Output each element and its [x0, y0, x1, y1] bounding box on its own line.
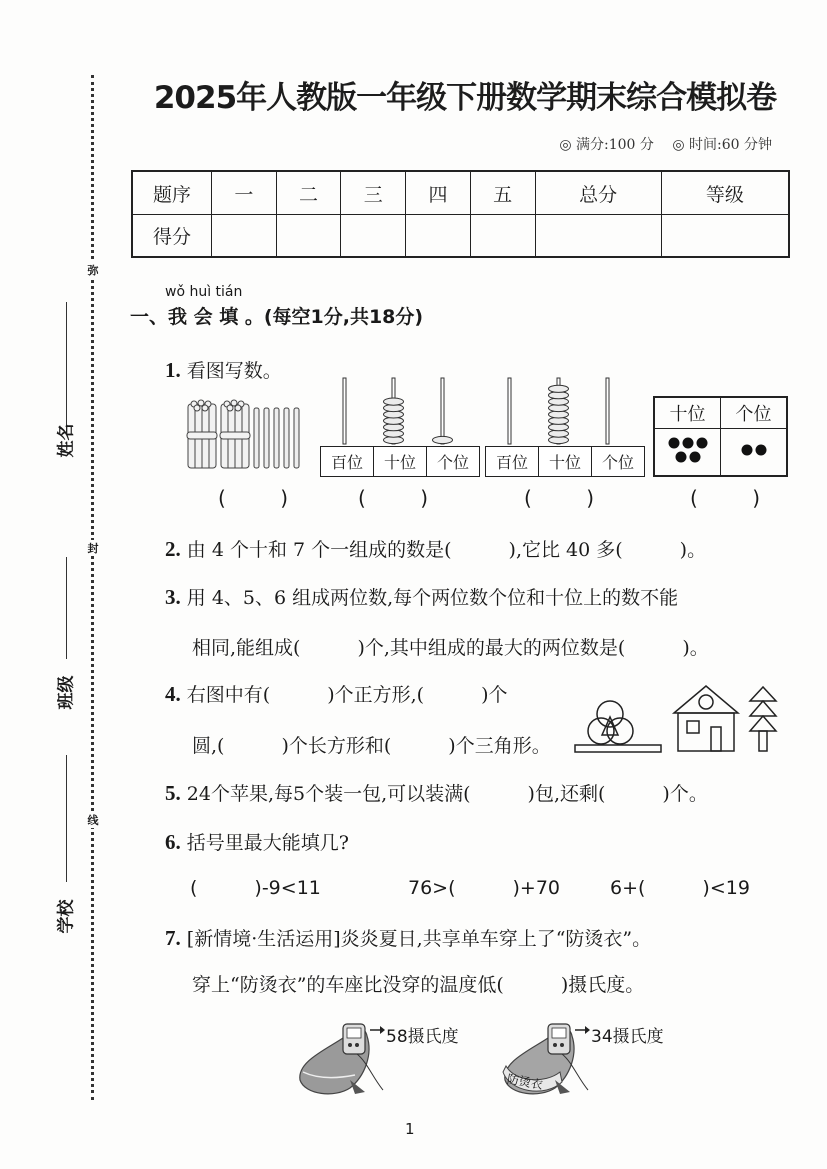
tens-dots-cell: [654, 429, 721, 477]
place-label: 十位: [374, 447, 427, 476]
place-label: 个位: [721, 397, 788, 429]
score-header-cell: 四: [406, 171, 471, 215]
question-5: [165, 779, 708, 806]
question-text[interactable]: 由 4 个十和 7 个一组成的数是( ),它比 40 多( )。: [186, 539, 707, 561]
score-header-cell: 一: [212, 171, 277, 215]
question-7: [165, 924, 651, 951]
score-row-label: 得分: [132, 215, 212, 258]
question-number: 1.: [165, 358, 181, 382]
place-label: 百位: [321, 447, 374, 476]
question-7-line2[interactable]: 穿上“防烫衣”的车座比没穿的温度低( )摄氏度。: [192, 974, 645, 996]
inequality-item[interactable]: ( )-9<11: [190, 877, 321, 899]
place-label: 百位: [486, 447, 539, 476]
rectangle-shape: [759, 731, 767, 751]
binding-dotted-line: [91, 75, 94, 1100]
square-shape: [687, 721, 699, 733]
name-field-line[interactable]: [66, 302, 67, 435]
question-number: 3.: [165, 585, 181, 609]
question-4: [165, 680, 508, 707]
dot-place-value-table: [653, 396, 788, 477]
score-input-cell[interactable]: [212, 215, 277, 258]
question-number: 4.: [165, 682, 181, 706]
class-field-line[interactable]: [66, 557, 67, 659]
section-heading: 一、我 会 填 。(每空1分,共18分): [130, 306, 424, 328]
cover-label: 防烫衣: [505, 1071, 544, 1093]
seal-char: 封: [84, 540, 102, 556]
place-label: 十位: [654, 397, 721, 429]
counting-dot: [668, 438, 679, 449]
question-2: [165, 535, 706, 562]
question-text: 括号里最大能填几?: [186, 832, 349, 854]
class-field-label: 班级: [56, 675, 77, 710]
full-score: ◎ 满分:100 分: [559, 137, 654, 153]
abacus-bead: [384, 398, 404, 405]
answer-blank-1d[interactable]: ( ): [690, 486, 760, 510]
score-header-cell: 二: [276, 171, 341, 215]
triangle-shape: [750, 687, 776, 701]
counting-dot: [682, 438, 693, 449]
question-6: [165, 828, 349, 855]
question-4-line2[interactable]: 圆,( )个长方形和( )个三角形。: [192, 735, 551, 757]
answer-blank-1b[interactable]: ( ): [358, 486, 428, 510]
abacus-1: [320, 376, 470, 446]
ones-dots-cell: [721, 429, 788, 477]
single-stick: [254, 408, 259, 468]
arrow-icon: [575, 1024, 590, 1036]
page-number: 1: [405, 1120, 415, 1138]
shapes-figure: [570, 683, 795, 753]
question-1: [165, 356, 282, 383]
rectangle-shape: [711, 727, 721, 751]
triangle-shape: [750, 716, 776, 731]
answer-blank-1c[interactable]: ( ): [524, 486, 594, 510]
question-number: 7.: [165, 926, 181, 950]
question-number: 6.: [165, 830, 181, 854]
exam-title: 2025年人教版一年级下册数学期末综合模拟卷: [153, 80, 777, 116]
abacus-bead: [549, 385, 569, 392]
question-text: 看图写数。: [186, 360, 282, 382]
score-input-cell[interactable]: [661, 215, 789, 258]
abacus-rod: [441, 378, 444, 444]
seal-char: 线: [84, 812, 102, 828]
rectangle-shape: [575, 745, 661, 752]
place-label: 个位: [436, 453, 469, 472]
temperature-label-covered: 34摄氏度: [591, 1027, 664, 1047]
question-3: [165, 583, 678, 610]
place-label: 十位: [539, 447, 592, 476]
single-stick: [294, 408, 299, 468]
abacus-rod: [508, 378, 511, 444]
name-field-label: 姓名: [56, 423, 77, 458]
question-text[interactable]: 24个苹果,每5个装一包,可以装满( )包,还剩( )个。: [186, 783, 708, 805]
score-header-cell: 三: [341, 171, 406, 215]
score-header-cell: 题序: [132, 171, 212, 215]
single-stick: [284, 408, 289, 468]
counting-dot: [755, 445, 766, 456]
score-input-cell[interactable]: [276, 215, 341, 258]
abacus-rod: [606, 378, 609, 444]
time-limit: ◎ 时间:60 分钟: [672, 137, 772, 153]
question-text[interactable]: 右图中有( )个正方形,( )个: [186, 684, 508, 706]
place-value-labels-2: [485, 446, 645, 477]
score-header-cell: 等级: [661, 171, 789, 215]
stick-bundle: [220, 400, 250, 468]
section-pinyin: wǒ huì tián: [165, 284, 243, 300]
place-label: 个位: [601, 453, 634, 472]
question-3-line2[interactable]: 相同,能组成( )个,其中组成的最大的两位数是( )。: [192, 637, 709, 659]
score-header-cell: 总分: [535, 171, 661, 215]
counting-dot: [675, 452, 686, 463]
inequality-item[interactable]: 6+( )<19: [610, 877, 750, 899]
question-number: 5.: [165, 781, 181, 805]
counting-dot: [689, 452, 700, 463]
triangle-shape: [750, 701, 776, 716]
question-number: 2.: [165, 537, 181, 561]
school-field-label: 学校: [56, 899, 77, 934]
abacus-2: [485, 376, 635, 446]
score-table-score-row: [132, 215, 789, 258]
school-field-line[interactable]: [66, 755, 67, 882]
counting-dot: [741, 445, 752, 456]
score-table-header-row: [132, 171, 789, 215]
abacus-rod: [343, 378, 346, 444]
score-header-cell: 五: [470, 171, 535, 215]
score-table: [131, 170, 790, 258]
answer-blank-1a[interactable]: ( ): [218, 486, 288, 510]
exam-meta: [545, 134, 772, 154]
score-input-cell[interactable]: [406, 215, 471, 258]
inequality-item[interactable]: 76>( )+70: [408, 877, 561, 899]
question-text: 用 4、5、6 组成两位数,每个两位数个位和十位上的数不能: [186, 587, 679, 609]
stick-bundles-figure: [186, 398, 306, 473]
counting-dot: [696, 438, 707, 449]
place-value-labels-1: [320, 446, 480, 477]
question-text: [新情境·生活运用]炎炎夏日,共享单车穿上了“防烫衣”。: [186, 928, 652, 950]
score-input-cell[interactable]: [470, 215, 535, 258]
seal-char: 弥: [84, 262, 102, 278]
score-input-cell[interactable]: [341, 215, 406, 258]
stick-bundle: [187, 400, 217, 468]
temperature-label-uncovered: 58摄氏度: [386, 1027, 459, 1047]
single-stick: [274, 408, 279, 468]
arrow-icon: [370, 1024, 385, 1036]
score-input-cell[interactable]: [535, 215, 661, 258]
abacus-bead: [433, 436, 453, 443]
circle-shape: [699, 695, 713, 709]
single-stick: [264, 408, 269, 468]
